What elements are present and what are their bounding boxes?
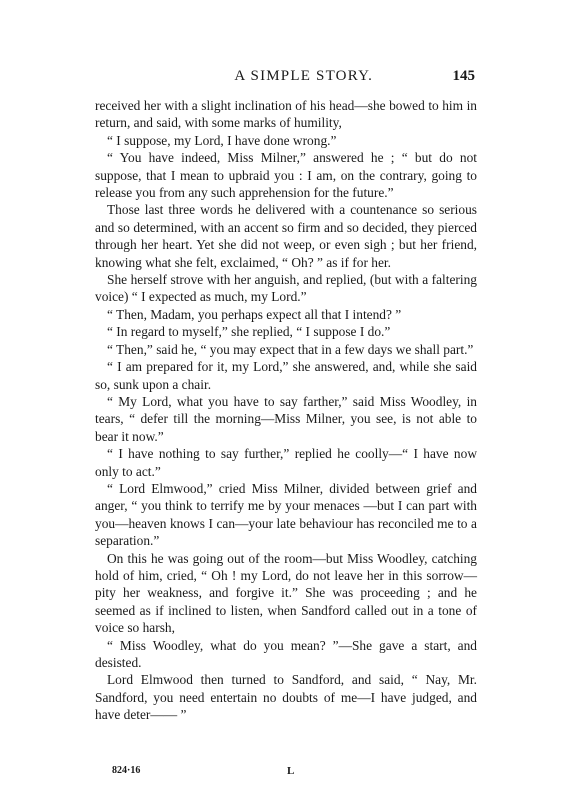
paragraph: received her with a slight inclination of his head—she bowed to him in return, and said, with some marks of humility,	[95, 98, 477, 131]
paragraph: On this he was going out of the room—but Miss Woodley, catching hold of him, cried, “ Oh ! my Lord, do not leave her in this sorrow—pity her weakness, and forgive it.” She was proceeding ; and he seemed as if inclined to listen, when Sandford called out in a tone of voice so harsh,	[95, 550, 477, 636]
paragraph: “ Miss Woodley, what do you mean? ”—She gave a start, and desisted.	[95, 637, 477, 670]
paragraph: Those last three words he delivered with a countenance so serious and so determined, with an accent so firm and so decided, they pierced through her heart. Yet she did not weep, or even sigh ; but her friend, knowing what she felt, exclaimed, “ Oh? ” as if for her.	[95, 202, 477, 270]
paragraph: “ I am prepared for it, my Lord,” she answered, and, while she said so, sunk upon a chair.	[95, 359, 477, 392]
paragraph: “ Then, Madam, you perhaps expect all that I intend? ”	[107, 306, 402, 322]
paragraph: “ In regard to myself,” she replied, “ I suppose I do.”	[107, 324, 391, 340]
running-head	[95, 68, 475, 85]
paragraph: Lord Elmwood then turned to Sandford, and said, “ Nay, Mr. Sandford, you need entertain no doubts of me—I have judged, and have deter—— ”	[95, 672, 477, 723]
paragraph: She herself strove with her anguish, and replied, (but with a faltering voice) “ I expected as much, my Lord.”	[95, 272, 477, 305]
paragraph: “ You have indeed, Miss Milner,” answered he ; “ but do not suppose, that I mean to upbraid you : I am, on the contrary, going to release you from any such apprehension for the future.”	[95, 150, 477, 201]
signature-letter: L	[287, 765, 295, 777]
paragraph: “ I suppose, my Lord, I have done wrong.”	[107, 132, 337, 148]
running-title: A SIMPLE STORY.	[234, 68, 374, 84]
text-body	[95, 97, 477, 724]
paragraph: “ Then,” said he, “ you may expect that in a few days we shall part.”	[107, 341, 474, 357]
paragraph: “ My Lord, what you have to say farther,” said Miss Woodley, in tears, “ defer till the morning—Miss Milner, you see, is not able to bear it now.”	[95, 393, 477, 444]
paragraph: “ Lord Elmwood,” cried Miss Milner, divided between grief and anger, “ you think to terrify me by your menaces —but I can part with you—heaven knows I can—your late behaviour has reconciled me to a separation.”	[95, 480, 477, 549]
page-number: 145	[452, 68, 475, 84]
signature-code: 824·16	[112, 765, 141, 776]
paragraph: “ I have nothing to say further,” replied he coolly—“ I have now only to act.”	[95, 446, 477, 479]
